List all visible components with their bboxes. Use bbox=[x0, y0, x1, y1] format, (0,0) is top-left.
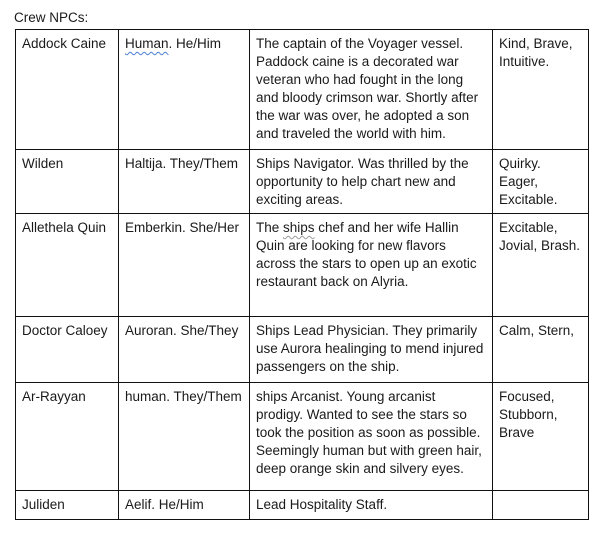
document-heading: Crew NPCs: bbox=[14, 10, 89, 25]
crew-description-cell[interactable]: Ships Navigator. Was thrilled by the opportunity to help chart new and exciting areas. bbox=[250, 150, 493, 214]
crew-name-cell[interactable]: Allethela Quin bbox=[16, 214, 119, 317]
crew-name-cell[interactable]: Ar-Rayyan bbox=[16, 383, 119, 491]
crew-table bbox=[15, 29, 589, 520]
crew-traits-cell[interactable]: Calm, Stern, bbox=[493, 317, 589, 383]
table-row bbox=[16, 491, 589, 520]
crew-description-text: The bbox=[256, 220, 284, 235]
crew-race-text: . He/Him bbox=[168, 36, 222, 51]
crew-name-cell[interactable]: Juliden bbox=[16, 491, 119, 520]
table-row bbox=[16, 150, 589, 214]
crew-name-cell[interactable]: Doctor Caloey bbox=[16, 317, 119, 383]
crew-race-cell[interactable]: human. They/Them bbox=[119, 383, 250, 491]
crew-race-cell[interactable]: Haltija. They/Them bbox=[119, 150, 250, 214]
crew-description-text: chef and her wife Hallin Quin are looking for new flavors across the stars to open up an exotic restaurant back on Alyria. bbox=[256, 220, 477, 289]
table-row bbox=[16, 214, 589, 317]
grammar-flag-word[interactable]: ships bbox=[283, 220, 315, 235]
crew-traits-cell[interactable]: Focused, Stubborn, Brave bbox=[493, 383, 589, 491]
crew-description-cell[interactable]: ships Arcanist. Young arcanist prodigy. Wanted to see the stars so took the position as soon as possible. Seemingly human but with green hair, deep orange skin and silvery eyes. bbox=[250, 383, 493, 491]
crew-description-cell[interactable]: The captain of the Voyager vessel. Paddock caine is a decorated war veteran who had fought in the long and bloody crimson war. Shortly after the war was over, he adopted a son and traveled the world with him. bbox=[250, 30, 493, 150]
table-row bbox=[16, 317, 589, 383]
table-row bbox=[16, 30, 589, 150]
crew-race-cell[interactable]: Aelif. He/Him bbox=[119, 491, 250, 520]
crew-traits-cell[interactable]: Excitable, Jovial, Brash. bbox=[493, 214, 589, 317]
crew-race-cell[interactable]: Emberkin. She/Her bbox=[119, 214, 250, 317]
crew-traits-cell[interactable] bbox=[493, 491, 589, 520]
crew-name-cell[interactable]: Addock Caine bbox=[16, 30, 119, 150]
crew-race-cell[interactable] bbox=[119, 30, 250, 150]
table-row bbox=[16, 383, 589, 491]
crew-description-cell[interactable]: Lead Hospitality Staff. bbox=[250, 491, 493, 520]
crew-name-cell[interactable]: Wilden bbox=[16, 150, 119, 214]
crew-traits-cell[interactable]: Quirky. Eager, Excitable. bbox=[493, 150, 589, 214]
crew-traits-cell[interactable]: Kind, Brave, Intuitive. bbox=[493, 30, 589, 150]
crew-race-cell[interactable]: Auroran. She/They bbox=[119, 317, 250, 383]
crew-description-cell[interactable]: Ships Lead Physician. They primarily use Aurora healinging to mend injured passengers on the ship. bbox=[250, 317, 493, 383]
crew-description-cell[interactable] bbox=[250, 214, 493, 317]
spellcheck-word[interactable]: Human bbox=[125, 36, 169, 51]
